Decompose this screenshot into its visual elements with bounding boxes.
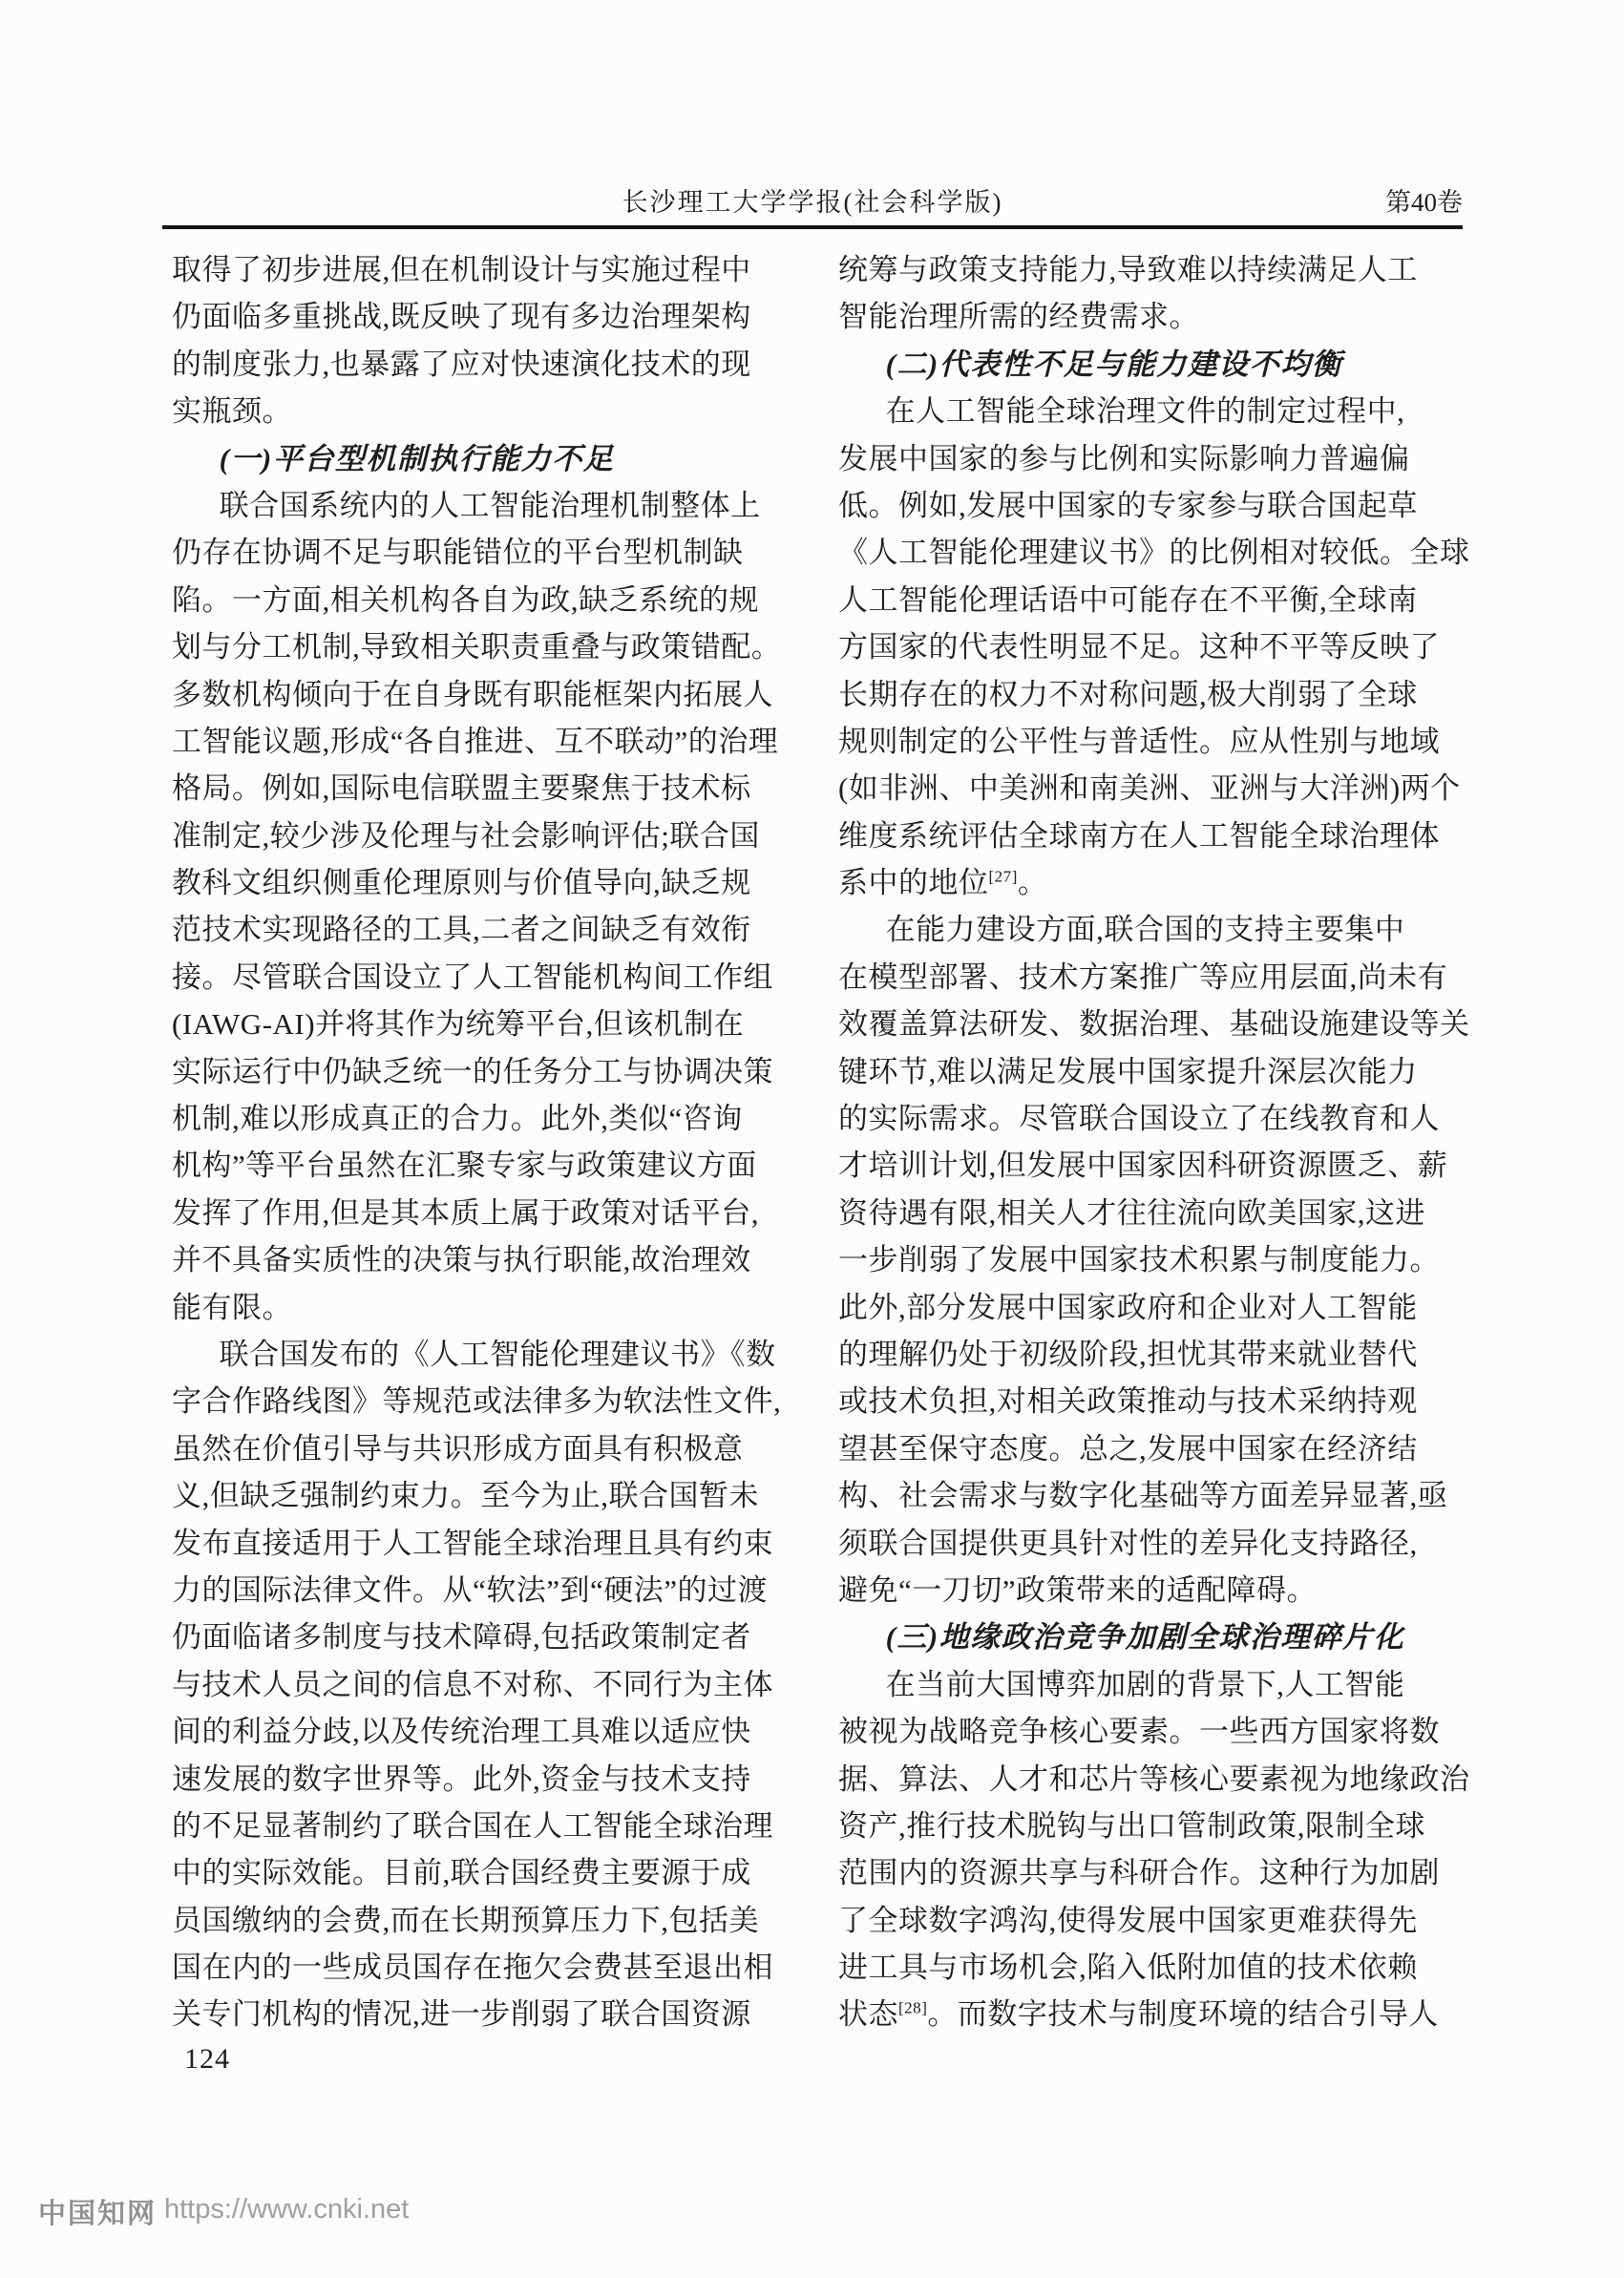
section-heading: (三)地缘政治竞争加剧全球治理碎片化 (885, 1620, 1405, 1655)
text-line: 智能治理所需的经费需求。 (838, 300, 1199, 334)
text-line: 间的利益分歧,以及传统治理工具难以适应快 (172, 1715, 751, 1749)
text-line: 准制定,较少涉及伦理与社会影响评估;联合国 (172, 818, 760, 853)
text-line: 状态[28]。而数字技术与制度环境的结合引导人 (838, 1997, 1439, 2032)
text-line: 规则制定的公平性与普适性。应从性别与地域 (838, 724, 1440, 758)
text-line: 中的实际效能。目前,联合国经费主要源于成 (172, 1856, 751, 1890)
text-line: 划与分工机制,导致相关职责重叠与政策错配。 (172, 630, 782, 664)
text-line: 能有限。 (172, 1290, 292, 1324)
text-line: 资产,推行技术脱钩与出口管制政策,限制全球 (838, 1808, 1425, 1843)
text-line: 低。例如,发展中国家的专家参与联合国起草 (838, 488, 1418, 522)
text-line: (IAWG-AI)并将其作为统筹平台,但该机制在 (172, 1007, 745, 1042)
cnki-watermark: 中国知网 (38, 2199, 158, 2229)
text-line: 了全球数字鸿沟,使得发展中国家更难获得先 (838, 1903, 1418, 1937)
text-line: 取得了初步进展,但在机制设计与实施过程中 (172, 253, 751, 286)
text-line: 实瓶颈。 (172, 394, 292, 429)
citation-superscript: [27] (988, 867, 1018, 886)
text-line: 义,但缺乏强制约束力。至今为止,联合国暂未 (172, 1479, 759, 1513)
text-line: 避免“一刀切”政策带来的适配障碍。 (838, 1572, 1318, 1607)
text-line: 须联合国提供更具针对性的差异化支持路径, (838, 1526, 1418, 1560)
journal-title: 长沙理工大学学报(社会科学版) (622, 188, 1003, 217)
text-line: 或技术负担,对相关政策推动与技术采纳持观 (838, 1384, 1418, 1419)
text-line: 力的国际法律文件。从“软法”到“硬法”的过渡 (172, 1572, 769, 1607)
text-line: 方国家的代表性明显不足。这种不平等反映了 (838, 630, 1440, 664)
text-line: 的不足显著制约了联合国在人工智能全球治理 (172, 1808, 773, 1843)
text-line: 格局。例如,国际电信联盟主要聚焦于技术标 (172, 771, 751, 806)
text-line: 一步削弱了发展中国家技术积累与制度能力。 (838, 1243, 1440, 1277)
text-line: 实际运行中仍缺乏统一的任务分工与协调决策 (172, 1054, 773, 1088)
text-line: 统筹与政策支持能力,导致难以持续满足人工 (838, 253, 1418, 286)
text-line: 联合国发布的《人工智能伦理建议书》《数 (219, 1337, 776, 1371)
text-line: 并不具备实质性的决策与执行职能,故治理效 (172, 1243, 751, 1277)
text-line: 接。尽管联合国设立了人工智能机构间工作组 (172, 960, 773, 994)
text-column-left (172, 246, 804, 2038)
text-line: 资待遇有限,相关人才往往流向欧美国家,这进 (838, 1195, 1425, 1230)
text-line: 效覆盖算法研发、数据治理、基础设施建设等关 (838, 1007, 1470, 1042)
text-line: 工智能议题,形成“各自推进、互不联动”的治理 (172, 724, 779, 758)
text-line: 才培训计划,但发展中国家因科研资源匮乏、薪 (838, 1149, 1448, 1183)
text-line: 仍面临多重挑战,既反映了现有多边治理架构 (172, 300, 751, 334)
text-line: 虽然在价值引导与共识形成方面具有积极意 (172, 1431, 744, 1466)
text-line: 据、算法、人才和芯片等核心要素视为地缘政治 (838, 1761, 1470, 1796)
text-line: 的实际需求。尽管联合国设立了在线教育和人 (838, 1102, 1440, 1136)
text-line: (如非洲、中美洲和南美洲、亚洲与大洋洲)两个 (838, 771, 1461, 806)
text-line: 发挥了作用,但是其本质上属于政策对话平台, (172, 1195, 759, 1230)
text-line: 员国缴纳的会费,而在长期预算压力下,包括美 (172, 1903, 759, 1937)
text-line: 范技术实现路径的工具,二者之间缺乏有效衔 (172, 913, 751, 947)
text-line: 发布直接适用于人工智能全球治理且具有约束 (172, 1526, 773, 1560)
cnki-url: https://www.cnki.net (164, 2194, 410, 2225)
text-line: 教科文组织侧重伦理原则与价值导向,缺乏规 (172, 866, 751, 900)
text-line: 维度系统评估全球南方在人工智能全球治理体 (838, 818, 1440, 853)
text-line: 进工具与市场机会,陷入低附加值的技术依赖 (838, 1951, 1418, 1985)
text-line: 字合作路线图》等规范或法律多为软法性文件, (172, 1384, 782, 1419)
text-line: 在当前大国博弈加剧的背景下,人工智能 (885, 1667, 1405, 1701)
text-line: 机构”等平台虽然在汇聚专家与政策建议方面 (172, 1149, 757, 1183)
text-line: 的理解仍处于初级阶段,担忧其带来就业替代 (838, 1337, 1418, 1371)
text-line: 陷。一方面,相关机构各自为政,缺乏系统的规 (172, 582, 759, 617)
text-line: 多数机构倾向于在自身既有职能框架内拓展人 (172, 677, 773, 711)
text-line: 范围内的资源共享与科研合作。这种行为加剧 (838, 1856, 1440, 1890)
text-line: 的制度张力,也暴露了应对快速演化技术的现 (172, 347, 751, 381)
text-line: 与技术人员之间的信息不对称、不同行为主体 (172, 1667, 773, 1701)
text-line: 《人工智能伦理建议书》的比例相对较低。全球 (838, 536, 1470, 570)
section-heading: (二)代表性不足与能力建设不均衡 (885, 347, 1343, 381)
text-line: 键环节,难以满足发展中国家提升深层次能力 (838, 1054, 1418, 1088)
text-line: 国在内的一些成员国存在拖欠会费甚至退出相 (172, 1951, 773, 1985)
text-line: 在能力建设方面,联合国的支持主要集中 (885, 913, 1405, 947)
text-line: 被视为战略竞争核心要素。一些西方国家将数 (838, 1715, 1440, 1749)
text-line: 人工智能伦理话语中可能存在不平衡,全球南 (838, 582, 1418, 617)
text-line: 在人工智能全球治理文件的制定过程中, (885, 394, 1405, 429)
text-line: 系中的地位[27]。 (838, 866, 1048, 900)
citation-superscript: [28] (898, 1999, 928, 2018)
text-line: 在模型部署、技术方案推广等应用层面,尚未有 (838, 960, 1448, 994)
section-heading: (一)平台型机制执行能力不足 (219, 441, 615, 475)
text-line: 此外,部分发展中国家政府和企业对人工智能 (838, 1290, 1418, 1324)
text-line: 望甚至保守态度。总之,发展中国家在经济结 (838, 1431, 1418, 1466)
text-line: 机制,难以形成真正的合力。此外,类似“咨询 (172, 1102, 743, 1136)
text-column-right (838, 246, 1470, 2038)
text-line: 速发展的数字世界等。此外,资金与技术支持 (172, 1761, 751, 1796)
header-rule (162, 225, 1463, 229)
page-header (162, 181, 1463, 220)
text-line: 仍面临诸多制度与技术障碍,包括政策制定者 (172, 1620, 751, 1655)
text-line: 长期存在的权力不对称问题,极大削弱了全球 (838, 677, 1418, 711)
volume-label: 第40卷 (1385, 188, 1463, 217)
text-line: 仍存在协调不足与职能错位的平台型机制缺 (172, 536, 744, 570)
text-line: 联合国系统内的人工智能治理机制整体上 (219, 488, 761, 522)
page-number: 124 (184, 2043, 230, 2075)
text-line: 构、社会需求与数字化基础等方面差异显著,亟 (838, 1479, 1448, 1513)
text-line: 关专门机构的情况,进一步削弱了联合国资源 (172, 1997, 751, 2032)
text-line: 发展中国家的参与比例和实际影响力普遍偏 (838, 441, 1410, 475)
